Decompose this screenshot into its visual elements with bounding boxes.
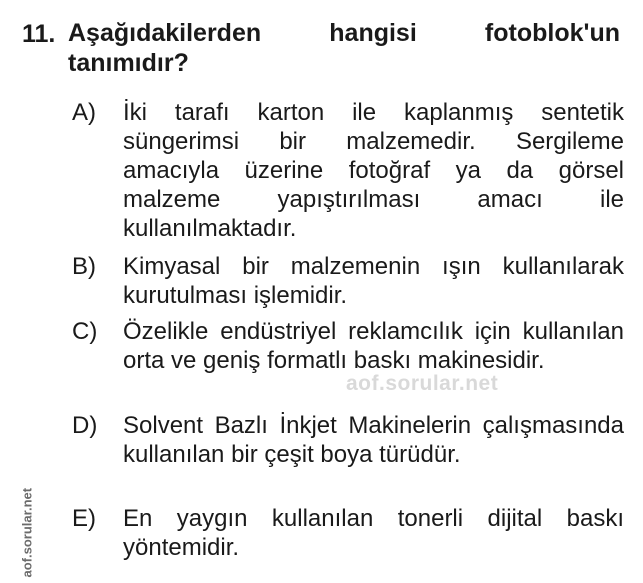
question-line-1: Aşağıdakilerden hangisi fotoblok'un — [68, 19, 620, 47]
option-b-text: Kimyasal bir malzemenin ışın kullanılarak kurutulması işlemidir. — [123, 253, 624, 309]
option-c-letter: C) — [72, 318, 98, 345]
option-e-text: En yaygın kullanılan tonerli dijital baskı yöntemidir. — [123, 505, 624, 561]
option-d-text: Solvent Bazlı İnkjet Makinelerin çalışmasında kullanılan bir çeşit boya türüdür. — [123, 412, 624, 468]
option-d-letter: D) — [72, 412, 98, 439]
side-watermark: aof.sorular.net — [19, 487, 35, 578]
question-text — [68, 18, 620, 78]
option-a[interactable] — [72, 98, 624, 243]
question-line-2: tanımıdır? — [68, 49, 189, 77]
option-a-text: İki tarafı karton ile kaplanmış sentetik süngerimsi bir malzemedir. Sergileme amacıyla üzerine fotoğraf ya da görsel malzeme yapıştırılması amacı ile kullanılmaktadır. — [123, 99, 624, 242]
option-e-letter: E) — [72, 505, 96, 532]
option-b[interactable] — [72, 252, 624, 310]
option-d[interactable] — [72, 411, 624, 469]
option-c[interactable] — [72, 317, 624, 375]
option-e[interactable] — [72, 504, 624, 562]
option-b-letter: B) — [72, 253, 96, 280]
question-number: 11. — [22, 20, 56, 48]
watermark: aof.sorular.net — [346, 372, 499, 395]
option-c-text: Özelikle endüstriyel reklamcılık için kullanılan orta ve geniş formatlı baskı makinesidir. — [123, 318, 624, 374]
option-a-letter: A) — [72, 99, 96, 126]
